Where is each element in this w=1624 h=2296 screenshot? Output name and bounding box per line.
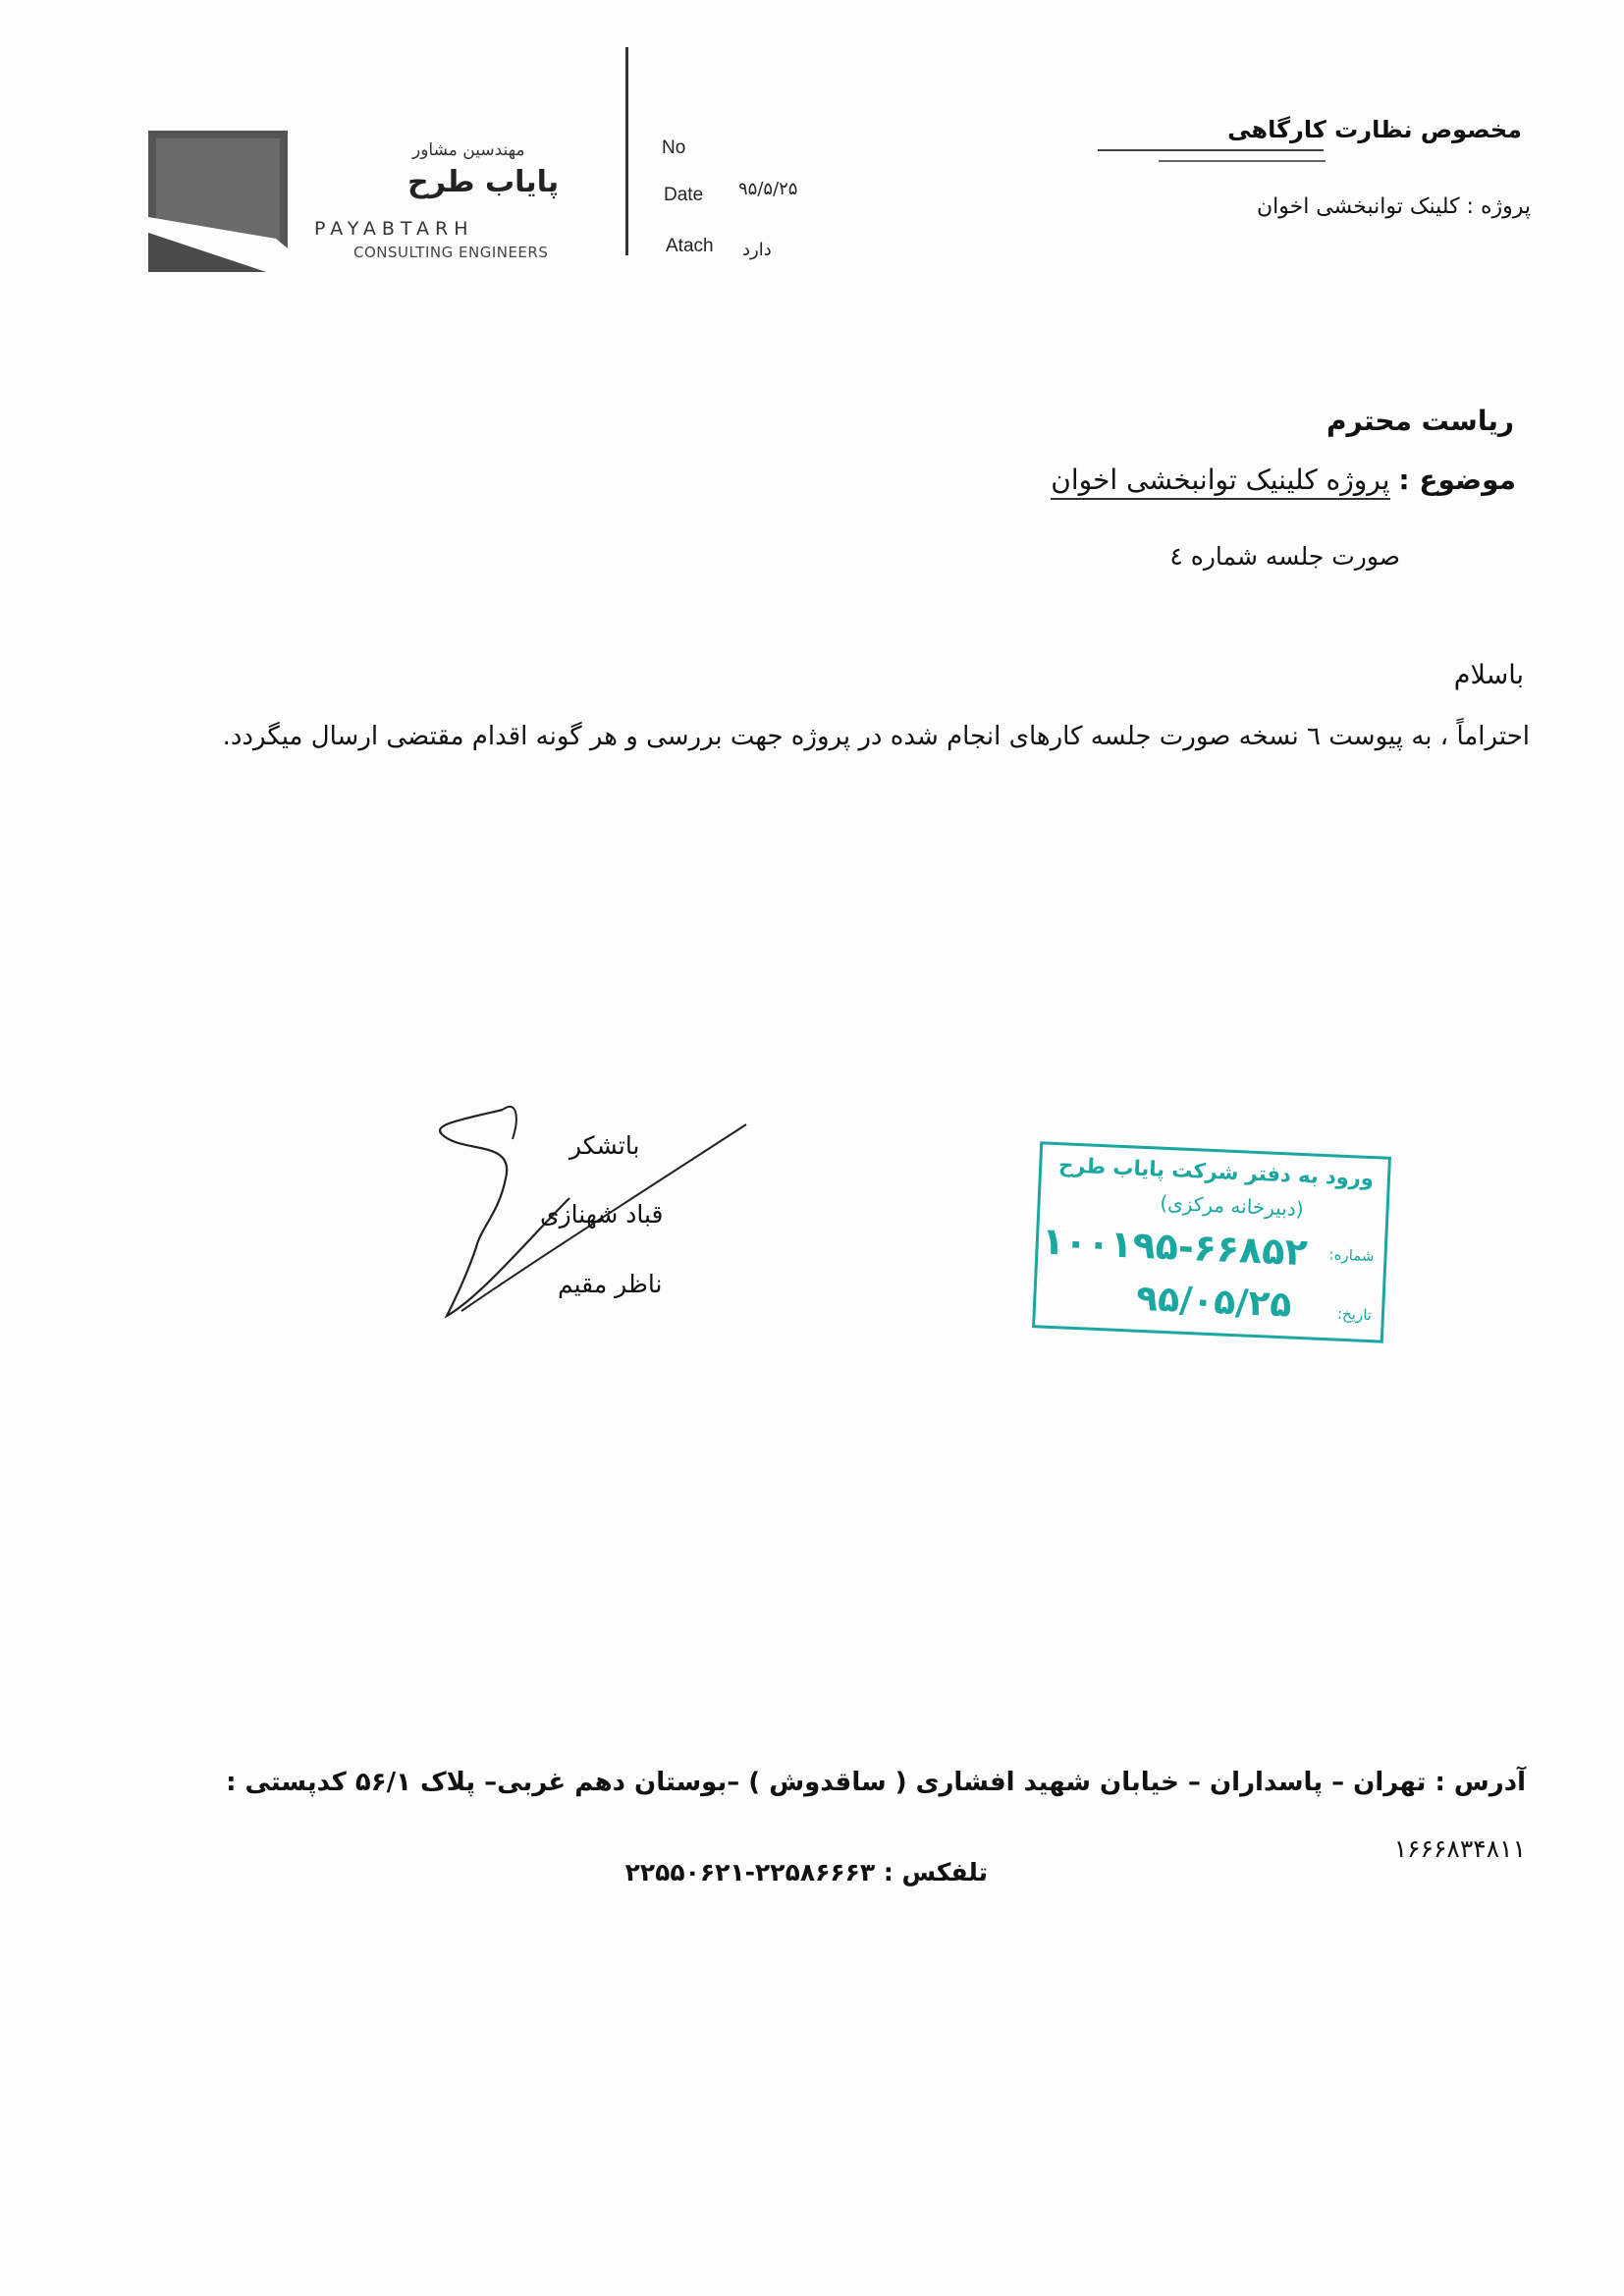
date-value: ۹۵/۵/۲۵ <box>738 179 798 199</box>
project-line: پروژه : کلینک توانبخشی اخوان <box>1256 194 1531 219</box>
supervision-underline <box>1098 149 1324 151</box>
logo-firm-subtitle: CONSULTING ENGINEERS <box>353 244 549 261</box>
logo-firm-name-en: PAYABTARH <box>314 218 474 240</box>
footer-address: آدرس : تهران – پاسداران – خیابان شهید افشاری ( ساقدوش ) –بوستان دهم غربی– پلاک ۵۶/۱ کدپستی : <box>226 1768 1526 1797</box>
supervision-underline-2 <box>1159 160 1326 162</box>
greeting: باسلام <box>1453 660 1524 690</box>
logo-firm-name-fa: پایاب طرح <box>407 165 560 199</box>
stamp-title: ورود به دفتر شرکت پایاب طرح <box>1057 1153 1375 1191</box>
subject-line <box>1051 464 1516 496</box>
header-divider <box>625 47 628 255</box>
attach-value: دارد <box>742 240 772 260</box>
signer-name: قباد شهنازی <box>540 1200 664 1229</box>
letter-body: احتراماً ، به پیوست ٦ نسخه صورت جلسه کارهای انجام شده در پروژه جهت بررسی و هر گونه اقدام مقتضی ارسال میگردد. <box>222 722 1530 751</box>
signature-thanks: باتشکر <box>569 1131 640 1160</box>
attach-label: Atach <box>666 236 714 256</box>
stamp-date-value: ۹۵/۰۵/۲۵ <box>1135 1278 1293 1326</box>
date-label: Date <box>664 185 704 205</box>
stamp-number-label: شماره: <box>1328 1245 1375 1266</box>
signer-role: ناظر مقیم <box>558 1270 663 1298</box>
subject-value: پروژه کلینیک توانبخشی اخوان <box>1051 464 1389 500</box>
stamp-number-value: ۱۰۰۱۹۵-۶۶۸۵۲ <box>1041 1219 1309 1275</box>
registration-stamp <box>1032 1141 1391 1342</box>
supervision-title: مخصوص نظارت کارگاهی <box>1227 116 1522 143</box>
footer-fax: تلفکس : ۲۲۵۸۶۶۶۳-۲۲۵۵۰۶۲۱ <box>624 1858 988 1886</box>
company-logo-icon <box>148 131 288 272</box>
subject-label: موضوع : <box>1398 464 1516 496</box>
logo-firm-type: مهندسین مشاور <box>412 140 525 160</box>
footer-postal-code: ۱۶۶۶۸۳۴۸۱۱ <box>1393 1834 1526 1863</box>
number-label: No <box>662 137 686 158</box>
stamp-date-label: تاریخ: <box>1336 1304 1373 1325</box>
stamp-subtitle: (دبیرخانه مرکزی) <box>1159 1190 1305 1222</box>
minutes-line: صورت جلسه شماره ٤ <box>1169 542 1400 571</box>
addressee: ریاست محترم <box>1326 405 1514 437</box>
